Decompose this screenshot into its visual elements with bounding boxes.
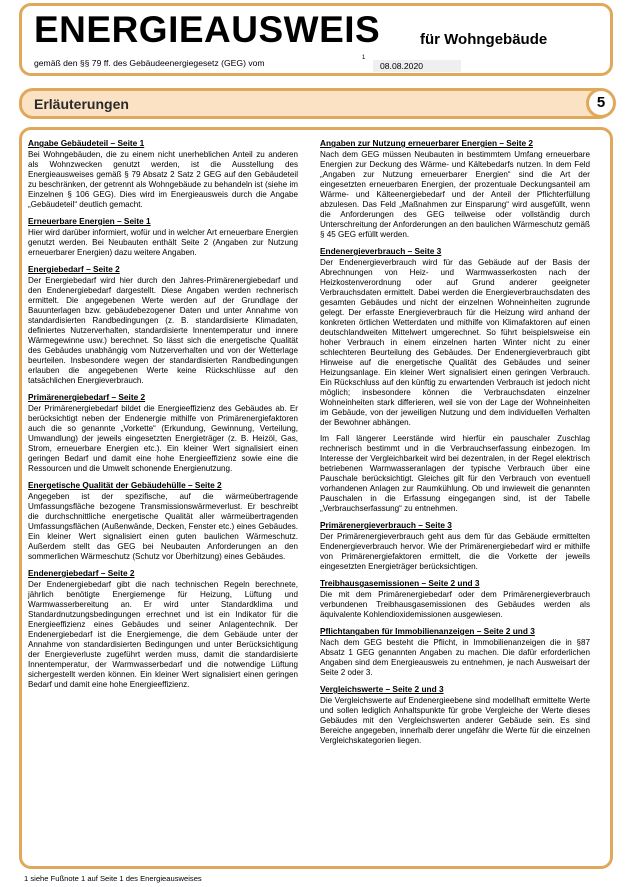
section-text: Der Energiebedarf wird hier durch den Jahres-Primärenergiebedarf und den Endenergiebedarf dargestellt. Diese Angaben werden rechnerisch ermittelt. Die angegebenen Werte werden auf der Grundlage der Bauunterlagen bzw. gebäudebezogener Daten und unter Annahme von standardisierten Randbedingungen (z. B. standardisierte Klimadaten, definiertes Nutzerverhalten, standardisierte Innentemperatur und innere Wärmegewinne usw.) berechnet. So lässt sich die energetische Qualität des Gebäudes unabhängig vom Nutzerverhalten und von der Wetterlage beurteilen. Insbesondere wegen der standardisierten Randbedingungen erlauben die angegebenen Werte keine Rückschlüsse auf den tatsächlichen Energieverbrauch. xyxy=(28,276,298,385)
section-text: Der Endenergiebedarf gibt die nach technischen Regeln berechnete, jährlich benötigte Energiemenge für Heizung, Lüftung und Warmwasserbereitung an. Er wird unter Standardklima und Standardnutzungsbedingungen errechnet und ist ein Indikator für die Energieeffizienz eines Gebäudes und seiner Anlagentechnik. Der Endenergiebedarf ist die Energiemenge, die dem Gebäude unter der Annahme von standardisierten Bedingungen und unter Berücksichtigung der Energieverluste zugeführt werden muss, damit die standardisierte Innentemperatur, der Warmwasserbedarf und die notwendige Lüftung sichergestellt werden können. Ein kleiner Wert signalisiert einen geringen Bedarf und damit eine hohe Energieeffizienz. xyxy=(28,580,298,689)
page-footnote: 1 siehe Fußnote 1 auf Seite 1 des Energieausweises xyxy=(24,874,202,883)
section-endenergiebedarf xyxy=(28,568,298,690)
section-text-continued: Im Fall längerer Leerstände wird hierfür ein pauschaler Zuschlag rechnerisch bestimmt und in die Verbrauchserfassung einbezogen. Im Interesse der Vergleichbarkeit wird bei dezentralen, in der Regel elektrisch betriebenen Warmwasseranlagen der typische Verbrauch über eine Pauschale berücksichtigt. Gleiches gilt für den Verbrauch von eventuell vorhandenen Anlagen zur Raumkühlung. Ob und inwieweit die genannten Pauschalen in die Erfassung eingegangen sind, ist der Tabelle „Verbrauchserfassung“ zu entnehmen. xyxy=(320,434,590,513)
section-heading: Angabe Gebäudeteil – Seite 1 xyxy=(28,138,145,148)
section-text: Die Vergleichswerte auf Endenergieebene sind modellhaft ermittelte Werte und sollen lediglich Anhaltspunkte für grobe Vergleiche der Werte dieses Gebäudes mit den Vergleichswerten anderer Gebäude sein. Es sind Bereiche angegeben, innerhalb derer ungefähr die Werte für die einzelnen Vergleichskategorien liegen. xyxy=(320,696,590,745)
section-text: Nach dem GEG besteht die Pflicht, in Immobilienanzeigen die in §87 Absatz 1 GEG genannten Angaben zu machen. Die dafür erforderlichen Angaben sind dem Energieausweis zu entnehmen, je nach Ausweisart der Seite 2 oder 3. xyxy=(320,638,590,677)
law-reference: gemäß den §§ 79 ff. des Gebäudeenergiegesetz (GEG) vom xyxy=(34,58,265,68)
section-banner xyxy=(19,88,613,119)
section-text: Der Endenergieverbrauch wird für das Gebäude auf der Basis der Abrechnungen von Heiz- und Warmwasserkosten nach der Heizkostenverordnung oder auf Grund anderer geeigneter Verbrauchsdaten ermittelt. Dabei werden die Energieverbrauchsdaten des gesamten Gebäudes und nicht der einzelnen Wohneinheiten zugrunde gelegt. Der erfasste Energieverbrauch für die Heizung wird anhand der konkreten örtlichen Wetterdaten und mithilfe von Klimafaktoren auf einen deutschlandweiten Mittelwert umgerechnet. So führt beispielsweise ein hoher Verbrauch in einem einzelnen harten Winter nicht zu einer schlechteren Beurteilung des Gebäudes. Der Endenergieverbrauch gibt Hinweise auf die energetische Qualität des Gebäudes und seiner Heizungsanlage. Ein kleiner Wert signalisiert einen geringen Verbrauch. Ein Rückschluss auf den künftig zu erwartenden Verbrauch ist jedoch nicht möglich; insbesondere können die Verbrauchsdaten einzelner Wohneinheiten stark differieren, weil sie von der Lage der Wohneinheiten im Gebäude, von der jeweiligen Nutzung und dem individuellen Verhalten der Bewohner abhängen. xyxy=(320,258,590,427)
section-endenergieverbrauch xyxy=(320,246,590,514)
section-primaerenergieverbrauch xyxy=(320,520,590,572)
date-field: 08.08.2020 xyxy=(373,60,461,72)
page-number-badge: 5 xyxy=(586,88,616,118)
section-text: Der Primärenergieverbrauch geht aus dem für das Gebäude ermittelten Endenergieverbrauch hervor. Wie der Primärenergiebedarf wird er mithilfe von Primärenergiefaktoren ermittelt, die die Vorkette der jeweils eingesetzten Energieträger berücksichtigen. xyxy=(320,532,590,571)
section-heading: Vergleichswerte – Seite 2 und 3 xyxy=(320,684,444,694)
section-text: Bei Wohngebäuden, die zu einem nicht unerheblichen Anteil zu anderen als Wohnzwecken genutzt werden, ist die Ausstellung des Energieausweises gemäß § 79 Absatz 2 Satz 2 GEG auf den Gebäudeteil zu beschränken, der getrennt als Wohngebäude zu behandeln ist (siehe im Einzelnen § 106 GEG). Dies wird im Energieausweis durch die Angabe „Gebäudeteil“ deutlich gemacht. xyxy=(28,150,298,209)
section-energiebedarf xyxy=(28,264,298,386)
section-pflichtangaben xyxy=(320,626,590,678)
section-vergleichswerte xyxy=(320,684,590,746)
section-heading: Energetische Qualität der Gebäudehülle – Seite 2 xyxy=(28,480,222,490)
section-heading: Erneuerbare Energien – Seite 1 xyxy=(28,216,151,226)
section-heading: Primärenergieverbrauch – Seite 3 xyxy=(320,520,452,530)
section-text: Nach dem GEG müssen Neubauten in bestimmtem Umfang erneuerbare Energien zur Deckung des Wärme- und Kältebedarfs nutzen. In dem Feld „Angaben zur Nutzung erneuerbarer Energien“ sind die Art der eingesetzten erneuerbaren Energien, der prozentuale Deckungsanteil am Wärme- und Kälteenergiebedarf und der Anteil der Pflichterfüllung abzulesen. Das Feld „Maßnahmen zur Einsparung“ wird ausgefüllt, wenn die Anforderungen des GEG teilweise oder vollständig durch Unterschreitung der Anforderungen an den baulichen Wärmeschutz gemäß § 45 GEG erfüllt werden. xyxy=(320,150,590,239)
section-primaerenergiebedarf xyxy=(28,392,298,474)
section-text: Die mit dem Primärenergiebedarf oder dem Primärenergieverbrauch verbundenen Treibhausgasemissionen des Gebäudes werden als äquivalente Kohlendioxidemissionen ausgewiesen. xyxy=(320,590,590,619)
banner-title: Erläuterungen xyxy=(34,96,129,112)
section-heading: Angaben zur Nutzung erneuerbarer Energien – Seite 2 xyxy=(320,138,534,148)
section-gebaeudehuelle xyxy=(28,480,298,562)
section-text: Hier wird darüber informiert, wofür und in welcher Art erneuerbare Energien genutzt werden. Bei Neubauten enthält Seite 2 (Angaben zur Nutzung erneuerbarer Energien) dazu weitere Angaben. xyxy=(28,228,298,257)
section-heading: Pflichtangaben für Immobilienanzeigen – Seite 2 und 3 xyxy=(320,626,535,636)
section-erneuerbare xyxy=(28,216,298,258)
footnote-marker: 1 xyxy=(362,55,366,61)
header-frame xyxy=(19,3,613,76)
section-text: Angegeben ist der spezifische, auf die wärmeübertragende Umfassungsfläche bezogene Transmissionswärmeverlust. Er beschreibt die durchschnittliche energetische Qualität aller wärmeübertragenden Umfassungsflächen (Außenwände, Decken, Fenster etc.) eines Gebäudes. Ein kleiner Wert signalisiert einen guten baulichen Wärmeschutz. Außerdem stellt das GEG bei Neubauten Anforderungen an den sommerlichen Wärmeschutz (Schutz vor Überhitzung) eines Gebäudes. xyxy=(28,492,298,561)
content-frame xyxy=(19,127,613,869)
document-title: ENERGIEAUSWEIS xyxy=(34,9,381,50)
section-heading: Treibhausgasemissionen – Seite 2 und 3 xyxy=(320,578,480,588)
section-nutzung-erneuerbare xyxy=(320,138,590,240)
section-heading: Primärenergiebedarf – Seite 2 xyxy=(28,392,146,402)
document-subtitle: für Wohngebäude xyxy=(420,31,548,48)
right-column xyxy=(320,138,590,752)
section-treibhausgas xyxy=(320,578,590,620)
section-heading: Energiebedarf – Seite 2 xyxy=(28,264,120,274)
section-text: Der Primärenergiebedarf bildet die Energieeffizienz des Gebäudes ab. Er berücksichtigt neben der Endenergie mithilfe von Primärenergiefaktoren auch die so genannte „Vorkette“ (Erkundung, Gewinnung, Verteilung, Umwandlung) der jeweils eingesetzten Energieträger (z. B. Heizöl, Gas, Strom, erneuerbare Energien etc.). Ein kleiner Wert signalisiert einen geringen Bedarf und damit eine hohe Energieeffizienz sowie eine die Ressourcen und die Umwelt schonende Energienutzung. xyxy=(28,404,298,473)
section-heading: Endenergiebedarf – Seite 2 xyxy=(28,568,135,578)
section-heading: Endenergieverbrauch – Seite 3 xyxy=(320,246,442,256)
section-gebaeudeteil xyxy=(28,138,298,210)
left-column xyxy=(28,138,298,696)
